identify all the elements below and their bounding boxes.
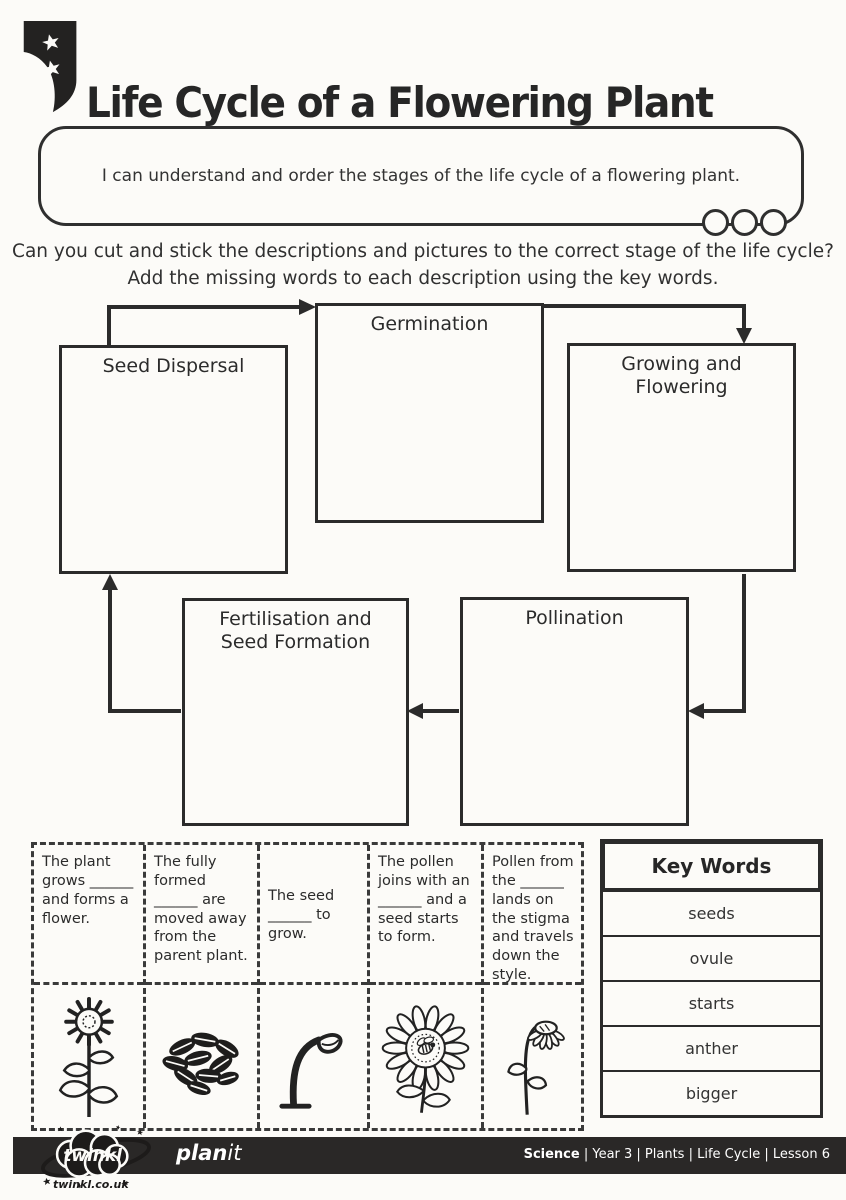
key-words-box	[600, 839, 823, 1118]
key-word: starts	[603, 980, 820, 1025]
stage-label: Pollination	[525, 607, 624, 629]
sunflower-head-with-bee-image	[370, 985, 481, 1128]
stage-box-growing-and-flowering	[567, 343, 796, 572]
learning-objective-box	[38, 126, 804, 226]
page-title: Life Cycle of a Flowering Plant	[86, 78, 713, 128]
sunflower-plant-image	[34, 985, 143, 1128]
card-text: The fully formed ______ are moved away from the parent plant.	[146, 845, 257, 985]
stage-label: Fertilisation and Seed Formation	[219, 608, 372, 653]
key-word: bigger	[603, 1070, 820, 1115]
twinkl-shield-stars-icon	[22, 20, 80, 114]
key-word: seeds	[603, 890, 820, 935]
planit-wordmark	[176, 1141, 241, 1165]
rating-circles	[702, 209, 787, 236]
instructions-line-1: Can you cut and stick the descriptions and pictures to the correct stage of the life cycle?	[12, 241, 834, 262]
stage-box-germination	[315, 303, 544, 523]
arrow-germination-to-growing	[544, 306, 744, 329]
card-text: The seed ______ to grow.	[260, 845, 367, 985]
footer-meta-trail: | Year 3 | Plants | Life Cycle | Lesson 6	[583, 1147, 830, 1162]
twinkl-url: twinkl.co.uk	[53, 1178, 129, 1191]
stage-label: Growing and Flowering	[621, 353, 742, 398]
key-word: ovule	[603, 935, 820, 980]
card-text: The plant grows ______ and forms a flower.	[34, 845, 143, 985]
stage-box-pollination	[460, 597, 689, 826]
arrow-growing-to-pollination	[703, 574, 744, 711]
instructions	[0, 238, 846, 292]
card-text: The pollen joins with an ______ and a seed starts to form.	[370, 845, 481, 985]
svg-text:twinkl: twinkl	[63, 1145, 122, 1166]
stage-label: Germination	[370, 313, 489, 335]
key-words-title: Key Words	[602, 841, 821, 891]
card-seeds-dispersed	[146, 845, 260, 1128]
card-pollen-joins-ovule	[370, 845, 484, 1128]
footer-breadcrumb	[524, 1147, 830, 1162]
stage-label: Seed Dispersal	[102, 355, 245, 377]
cut-out-cards	[31, 842, 584, 1131]
footer-subject: Science	[523, 1147, 580, 1162]
learning-objective-text: I can understand and order the stages of the life cycle of a flowering plant.	[101, 166, 741, 186]
arrow-fertilisation-to-seed-dispersal	[110, 589, 181, 711]
rating-circle	[702, 209, 729, 236]
card-pollen-from-anther	[484, 845, 581, 1128]
stage-box-seed-dispersal	[59, 345, 288, 574]
sunflower-seeds-image	[146, 985, 257, 1128]
stage-box-fertilisation-and-seed-formation	[182, 598, 409, 826]
key-word: anther	[603, 1025, 820, 1070]
card-text: Pollen from the ______ lands on the stigma and travels down the style.	[484, 845, 581, 985]
rating-circle	[760, 209, 787, 236]
rating-circle	[731, 209, 758, 236]
planit-light: it	[227, 1141, 242, 1165]
instructions-line-2: Add the missing words to each description using the key words.	[127, 268, 719, 289]
seedling-sprout-image	[260, 985, 367, 1128]
wilting-sunflower-image	[484, 985, 581, 1128]
card-seed-starts	[260, 845, 370, 1128]
arrow-seed-dispersal-to-germination	[109, 307, 299, 346]
planit-bold: plan	[176, 1141, 228, 1165]
card-plant-grows	[34, 845, 146, 1128]
